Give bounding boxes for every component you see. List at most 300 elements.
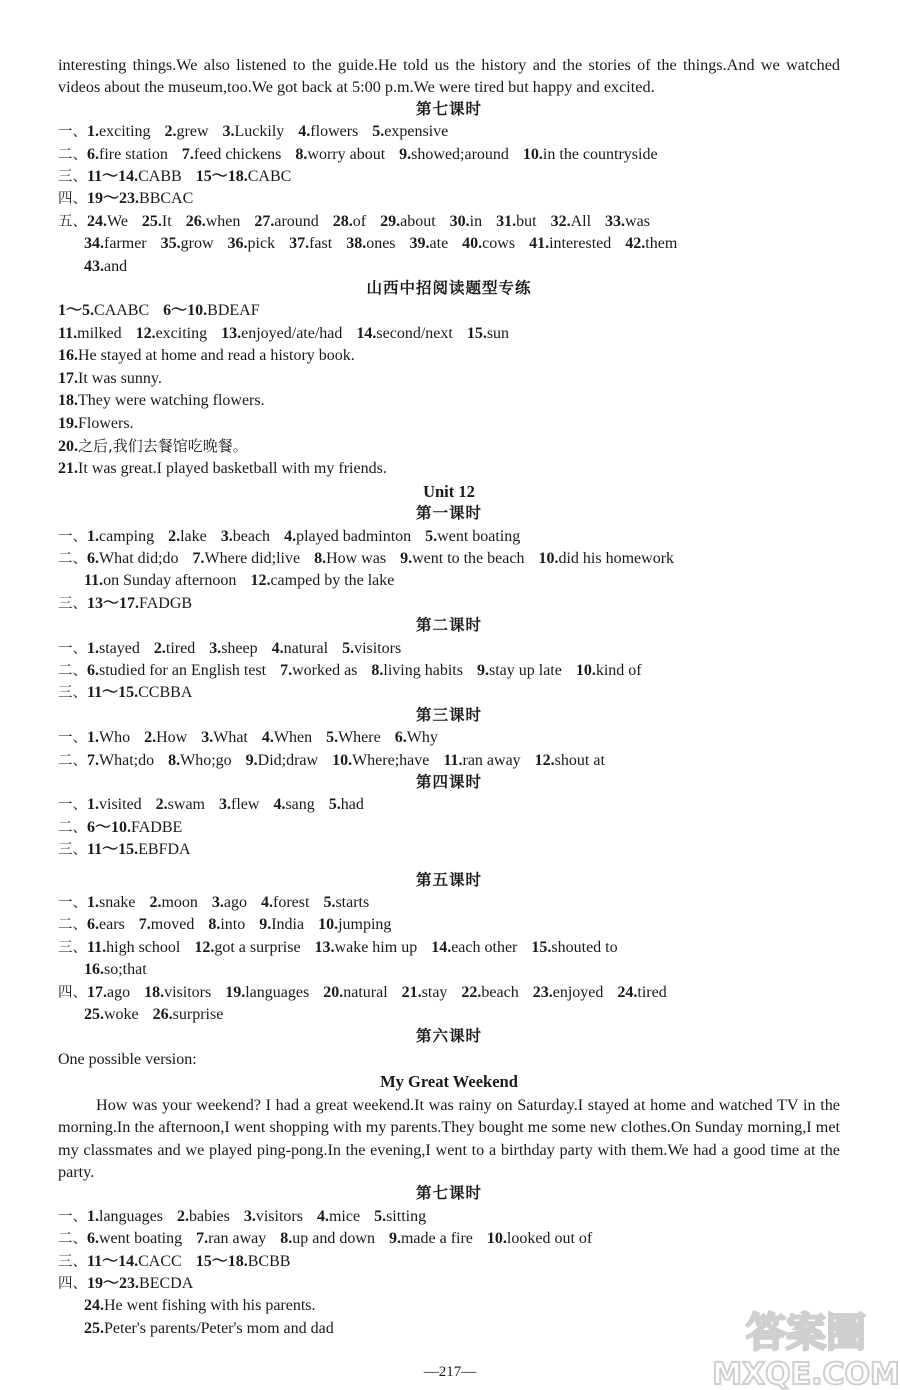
answer-item — [535, 752, 605, 769]
answer-item — [280, 1230, 375, 1247]
answer-text: got a surprise — [214, 938, 301, 956]
row — [58, 345, 840, 367]
answer-item — [58, 460, 387, 477]
row — [58, 435, 840, 458]
answer-item — [182, 146, 282, 163]
answer-item — [84, 961, 147, 978]
answer-text: natural — [283, 639, 329, 657]
row — [58, 1251, 840, 1273]
answer-item — [139, 916, 195, 933]
answer-item — [443, 752, 520, 769]
answer-text: FADBE — [131, 818, 183, 836]
answer-item — [58, 347, 355, 364]
question-number: 6. — [87, 549, 99, 567]
question-number: 8. — [314, 549, 327, 567]
answer-text: when — [205, 212, 241, 230]
row — [58, 188, 840, 210]
answer-item — [487, 1230, 592, 1247]
heading-l7: 第七课时 — [415, 1185, 482, 1203]
answer-text: sheep — [221, 639, 258, 657]
question-number: 11～15. — [87, 841, 139, 859]
row — [58, 390, 840, 412]
answer-text: feed chickens — [193, 145, 282, 163]
heading-l5: 第五课时 — [415, 871, 482, 889]
question-number: 12. — [194, 938, 215, 956]
answer-item — [399, 146, 509, 163]
answer-text: Who;go — [180, 751, 232, 769]
answer-text: 之后,我们去餐馆吃晚餐。 — [78, 436, 248, 455]
answer-text: visitors — [164, 983, 212, 1001]
question-number: 30. — [449, 212, 470, 230]
answer-item — [87, 662, 266, 679]
answer-item — [461, 984, 518, 1001]
question-number: 5. — [323, 894, 336, 912]
answer-item — [477, 662, 562, 679]
answer-item — [402, 984, 448, 1001]
answer-text: We — [107, 212, 128, 230]
question-number: 1. — [87, 729, 99, 747]
question-number: 8. — [208, 916, 221, 934]
question-number: 13. — [314, 938, 335, 956]
answer-text: ran away — [208, 1230, 267, 1248]
answer-text: was — [625, 212, 650, 230]
answer-text: living habits — [383, 661, 463, 679]
answer-item — [153, 1006, 224, 1023]
section-prefix: 一、 — [58, 797, 87, 814]
answer-text: shout at — [554, 751, 605, 769]
question-number: 1. — [87, 123, 99, 141]
answer-item — [136, 325, 208, 342]
answer-text: flew — [231, 796, 260, 814]
question-number: 5. — [374, 1207, 387, 1225]
answer-text: FADGB — [139, 594, 193, 612]
answer-text: Peter's parents/Peter's mom and dad — [104, 1319, 334, 1337]
question-number: 7. — [87, 751, 99, 769]
answer-item — [273, 796, 314, 813]
answer-text: It was sunny. — [78, 369, 162, 387]
question-number: 3. — [222, 123, 235, 141]
answer-item — [529, 235, 611, 252]
answer-item — [356, 325, 452, 342]
question-number: 6～10. — [87, 818, 132, 836]
question-number: 9. — [400, 549, 413, 567]
answer-item — [314, 550, 386, 567]
question-number: 43. — [84, 257, 104, 275]
question-number: 9. — [399, 145, 412, 163]
answer-item — [87, 550, 179, 567]
answer-text: CCBBA — [138, 684, 193, 702]
answer-item — [533, 984, 604, 1001]
answer-text: interested — [549, 235, 612, 253]
answer-text: sitting — [386, 1207, 427, 1225]
answer-text: ran away — [462, 751, 521, 769]
row — [58, 548, 840, 570]
answer-text: worked as — [292, 661, 358, 679]
answer-text: woke — [104, 1006, 139, 1024]
answer-text: How — [156, 729, 188, 747]
answer-item — [193, 550, 301, 567]
answer-item — [87, 841, 191, 858]
answer-text: second/next — [376, 324, 453, 342]
question-number: 4. — [271, 639, 284, 657]
answer-text: sang — [285, 796, 315, 814]
row — [58, 682, 840, 704]
question-number: 5. — [372, 123, 385, 141]
answer-item — [372, 123, 448, 140]
answer-item — [58, 302, 149, 319]
unit-title: Unit 12 — [423, 481, 475, 501]
answer-item — [374, 1208, 426, 1225]
answer-text: CABB — [138, 168, 182, 186]
answer-text: exciting — [155, 324, 208, 342]
question-number: 8. — [295, 145, 308, 163]
answer-item — [425, 528, 520, 545]
answer-item — [87, 684, 192, 701]
row — [58, 211, 840, 233]
section-prefix: 二、 — [58, 752, 87, 769]
answer-text: jumping — [338, 916, 392, 934]
section-prefix: 四、 — [58, 984, 87, 1001]
question-number: 2. — [168, 527, 181, 545]
watermark-bottom: MXQE.COM — [712, 1357, 900, 1390]
answer-text: CAABC — [94, 302, 150, 320]
answer-text: BECDA — [139, 1274, 194, 1292]
answer-text: of — [352, 212, 367, 230]
answer-text: What did;do — [99, 549, 179, 567]
answer-item — [389, 1230, 473, 1247]
answer-item — [262, 729, 312, 746]
answer-item — [58, 415, 134, 432]
question-number: 7. — [196, 1230, 209, 1248]
row — [58, 1273, 840, 1295]
page-number: —217— — [423, 1364, 477, 1380]
answer-item — [551, 213, 591, 230]
answer-item — [250, 572, 394, 589]
answer-item — [221, 528, 270, 545]
question-number: 14. — [356, 324, 377, 342]
answer-item — [201, 729, 248, 746]
heading-l6: 第六课时 — [415, 1028, 482, 1046]
answer-item — [295, 146, 385, 163]
question-number: 21. — [58, 460, 78, 478]
answer-text: When — [273, 729, 313, 747]
question-number: 22. — [461, 983, 482, 1001]
question-number: 10. — [575, 661, 596, 679]
answer-text: stayed — [99, 639, 140, 657]
answer-item — [259, 916, 304, 933]
answer-item — [450, 213, 482, 230]
answer-text: milked — [77, 324, 122, 342]
section-prefix: 三、 — [58, 169, 87, 186]
question-number: 2. — [153, 639, 166, 657]
section-prefix: 二、 — [58, 550, 87, 567]
answer-item — [332, 752, 429, 769]
sample-intro: One possible version: — [58, 1050, 197, 1068]
essay-title: My Great Weekend — [380, 1072, 518, 1092]
heading-shanxi: 山西中招阅读题型专练 — [366, 280, 532, 298]
row — [58, 794, 840, 816]
question-number: 18. — [144, 983, 165, 1001]
answer-item — [323, 894, 369, 911]
question-number: 20. — [58, 437, 78, 455]
question-number: 1. — [87, 894, 99, 912]
question-number: 11. — [87, 938, 107, 956]
row — [58, 256, 840, 278]
answer-text: cows — [482, 235, 516, 253]
answer-text: looked out of — [506, 1230, 593, 1248]
question-number: 8. — [371, 661, 384, 679]
answer-text: camping — [99, 527, 155, 545]
question-number: 35. — [160, 235, 181, 253]
answer-text: grow — [180, 235, 214, 253]
answer-text: moon — [161, 894, 198, 912]
question-number: 12. — [250, 572, 271, 590]
question-number: 7. — [181, 145, 194, 163]
answer-text: ate — [429, 235, 449, 253]
question-number: 25. — [84, 1319, 104, 1337]
heading-l2: 第二课时 — [415, 617, 482, 635]
answer-item — [431, 939, 517, 956]
question-number: 23. — [532, 983, 553, 1001]
answer-text: beach — [232, 527, 271, 545]
answer-text: It — [161, 212, 172, 230]
question-number: 8. — [168, 751, 181, 769]
answer-text: but — [516, 212, 537, 230]
answer-item — [84, 1297, 316, 1314]
answer-text: made a fire — [400, 1230, 473, 1248]
question-number: 10. — [332, 751, 353, 769]
answer-item — [58, 370, 162, 387]
row — [58, 300, 840, 322]
answer-item — [272, 640, 328, 657]
intro-paragraph: interesting things.We also listened to the guide.He told us the history and the stories of the things.And we watched videos about the museum,too.We got back at 5:00 p.m.We were tired but happy and excited. — [58, 56, 840, 97]
answer-item — [163, 302, 259, 319]
answer-text: lake — [180, 527, 207, 545]
answer-text: languages — [245, 983, 310, 1001]
answer-text: into — [220, 916, 246, 934]
answer-item — [87, 796, 142, 813]
answer-item — [87, 819, 182, 836]
answer-item — [317, 1208, 360, 1225]
question-number: 3. — [201, 729, 214, 747]
answer-item — [168, 528, 207, 545]
answer-text: It was great.I played basketball with my friends. — [78, 460, 387, 478]
answer-item — [221, 325, 342, 342]
question-number: 15～18. — [195, 168, 248, 186]
answer-text: in the countryside — [542, 145, 658, 163]
answer-item — [410, 235, 449, 252]
answer-text: and — [104, 257, 128, 275]
row — [58, 1004, 840, 1026]
question-number: 19. — [58, 414, 78, 432]
answer-item — [371, 662, 463, 679]
answer-text: visitors — [354, 639, 402, 657]
question-number: 5. — [425, 527, 438, 545]
answer-item — [223, 123, 285, 140]
question-number: 6. — [87, 1230, 99, 1248]
answer-item — [177, 1208, 230, 1225]
answer-item — [87, 916, 125, 933]
question-number: 31. — [496, 212, 517, 230]
question-number: 1. — [87, 796, 99, 814]
answer-item — [87, 1208, 163, 1225]
question-number: 11～14. — [87, 168, 139, 186]
answer-text: sun — [486, 324, 510, 342]
answer-text: Why — [406, 729, 438, 747]
answer-item — [154, 640, 195, 657]
answer-item — [261, 894, 309, 911]
section-prefix: 三、 — [58, 842, 87, 859]
question-number: 15～18. — [195, 1252, 248, 1270]
question-number: 1～5. — [58, 302, 95, 320]
answer-item — [84, 572, 236, 589]
answer-item — [87, 190, 193, 207]
question-number: 11. — [58, 324, 78, 342]
answer-text: wake him up — [334, 938, 418, 956]
answer-item — [149, 894, 197, 911]
section-prefix: 三、 — [58, 685, 87, 702]
answer-text: went to the beach — [412, 549, 525, 567]
question-number: 5. — [342, 639, 355, 657]
answer-text: Where;have — [352, 751, 430, 769]
question-number: 4. — [273, 796, 286, 814]
answer-item — [523, 146, 658, 163]
section-prefix: 一、 — [58, 640, 87, 657]
question-number: 6. — [87, 916, 99, 934]
answer-item — [87, 146, 168, 163]
answer-text: enjoyed/ate/had — [241, 324, 343, 342]
answer-text: studied for an English test — [99, 661, 267, 679]
answer-item — [400, 550, 524, 567]
answer-text: What — [213, 729, 248, 747]
answer-item — [186, 213, 241, 230]
answer-text: Where did;live — [204, 549, 301, 567]
answer-item — [87, 213, 128, 230]
answer-item — [84, 235, 147, 252]
question-number: 21. — [401, 983, 422, 1001]
answer-text: He stayed at home and read a history book. — [78, 347, 355, 365]
question-number: 26. — [152, 1006, 173, 1024]
answer-text: What;do — [99, 751, 155, 769]
answer-item — [87, 595, 192, 612]
question-number: 11～15. — [87, 684, 139, 702]
section-prefix: 一、 — [58, 730, 87, 747]
answer-text: natural — [343, 983, 388, 1001]
answer-item — [395, 729, 438, 746]
answer-item — [194, 939, 300, 956]
section-prefix: 三、 — [58, 1253, 87, 1270]
row — [58, 233, 840, 255]
answer-text: ago — [107, 983, 131, 1001]
answer-text: beach — [481, 983, 519, 1001]
answer-item — [284, 528, 411, 545]
answer-text: Did;draw — [257, 751, 319, 769]
question-number: 32. — [550, 212, 571, 230]
answer-item — [625, 235, 677, 252]
answer-item — [87, 984, 130, 1001]
question-number: 2. — [176, 1207, 189, 1225]
answer-item — [246, 752, 318, 769]
question-number: 10. — [522, 145, 543, 163]
answer-item — [196, 1253, 291, 1270]
section-prefix: 一、 — [58, 895, 87, 912]
answer-item — [87, 894, 135, 911]
answer-item — [496, 213, 536, 230]
question-number: 2. — [144, 729, 157, 747]
question-number: 7. — [280, 661, 293, 679]
answer-text: languages — [99, 1207, 163, 1225]
answer-item — [87, 168, 182, 185]
answer-text: up and down — [292, 1230, 375, 1248]
section-prefix: 一、 — [58, 528, 87, 545]
answer-text: around — [274, 212, 319, 230]
question-number: 2. — [155, 796, 168, 814]
answer-item — [531, 939, 617, 956]
answer-text: went boating — [437, 527, 521, 545]
question-number: 24. — [87, 212, 107, 230]
answer-text: worry about — [307, 145, 386, 163]
question-number: 41. — [529, 235, 550, 253]
question-number: 4. — [261, 729, 274, 747]
answer-item — [168, 752, 232, 769]
answer-item — [87, 528, 154, 545]
row — [58, 526, 840, 548]
answer-item — [254, 213, 318, 230]
answer-item — [289, 235, 332, 252]
question-number: 36. — [227, 235, 248, 253]
row — [58, 458, 840, 480]
answer-item — [144, 984, 211, 1001]
heading-l1: 第一课时 — [415, 505, 482, 523]
answer-text: BBCAC — [139, 190, 194, 208]
answer-text: flowers — [310, 123, 359, 141]
question-number: 12. — [135, 324, 156, 342]
answer-text: showed;around — [411, 145, 509, 163]
answer-text: mice — [328, 1207, 361, 1225]
answer-item — [576, 662, 642, 679]
answer-text: ears — [99, 916, 125, 934]
answer-item — [380, 213, 436, 230]
answer-item — [244, 1208, 303, 1225]
answer-item — [58, 392, 265, 409]
question-number: 6～10. — [163, 302, 208, 320]
question-number: 2. — [149, 894, 162, 912]
section-prefix: 四、 — [58, 191, 87, 208]
answer-item — [87, 1253, 182, 1270]
essay-body: How was your weekend? I had a great weekend.It was rainy on Saturday.I stayed at home and watched TV in the morning.In the afternoon,I went shopping with my parents.They bought me some new clothes.On Sunday morning,I met my classmates and we played ping-pong.In the evening,I went to a birthday party with them.We had a good time at the party. — [58, 1095, 840, 1181]
answer-item — [280, 662, 357, 679]
question-number: 6. — [87, 661, 99, 679]
question-number: 3. — [209, 639, 222, 657]
answer-item — [196, 1230, 266, 1247]
question-number: 10. — [538, 549, 559, 567]
answer-text: India — [271, 916, 305, 934]
section-prefix: 三、 — [58, 595, 87, 612]
question-number: 29. — [380, 212, 401, 230]
question-number: 19～23. — [87, 190, 140, 208]
question-number: 10. — [318, 916, 339, 934]
section-prefix: 二、 — [58, 662, 87, 679]
answer-item — [333, 213, 366, 230]
question-number: 9. — [245, 751, 258, 769]
answer-text: visited — [99, 796, 142, 814]
answer-text: tired — [165, 639, 196, 657]
question-number: 7. — [192, 549, 205, 567]
answer-text: CACC — [138, 1252, 182, 1270]
answer-item — [329, 796, 364, 813]
answer-item — [87, 640, 140, 657]
answer-item — [84, 1006, 139, 1023]
